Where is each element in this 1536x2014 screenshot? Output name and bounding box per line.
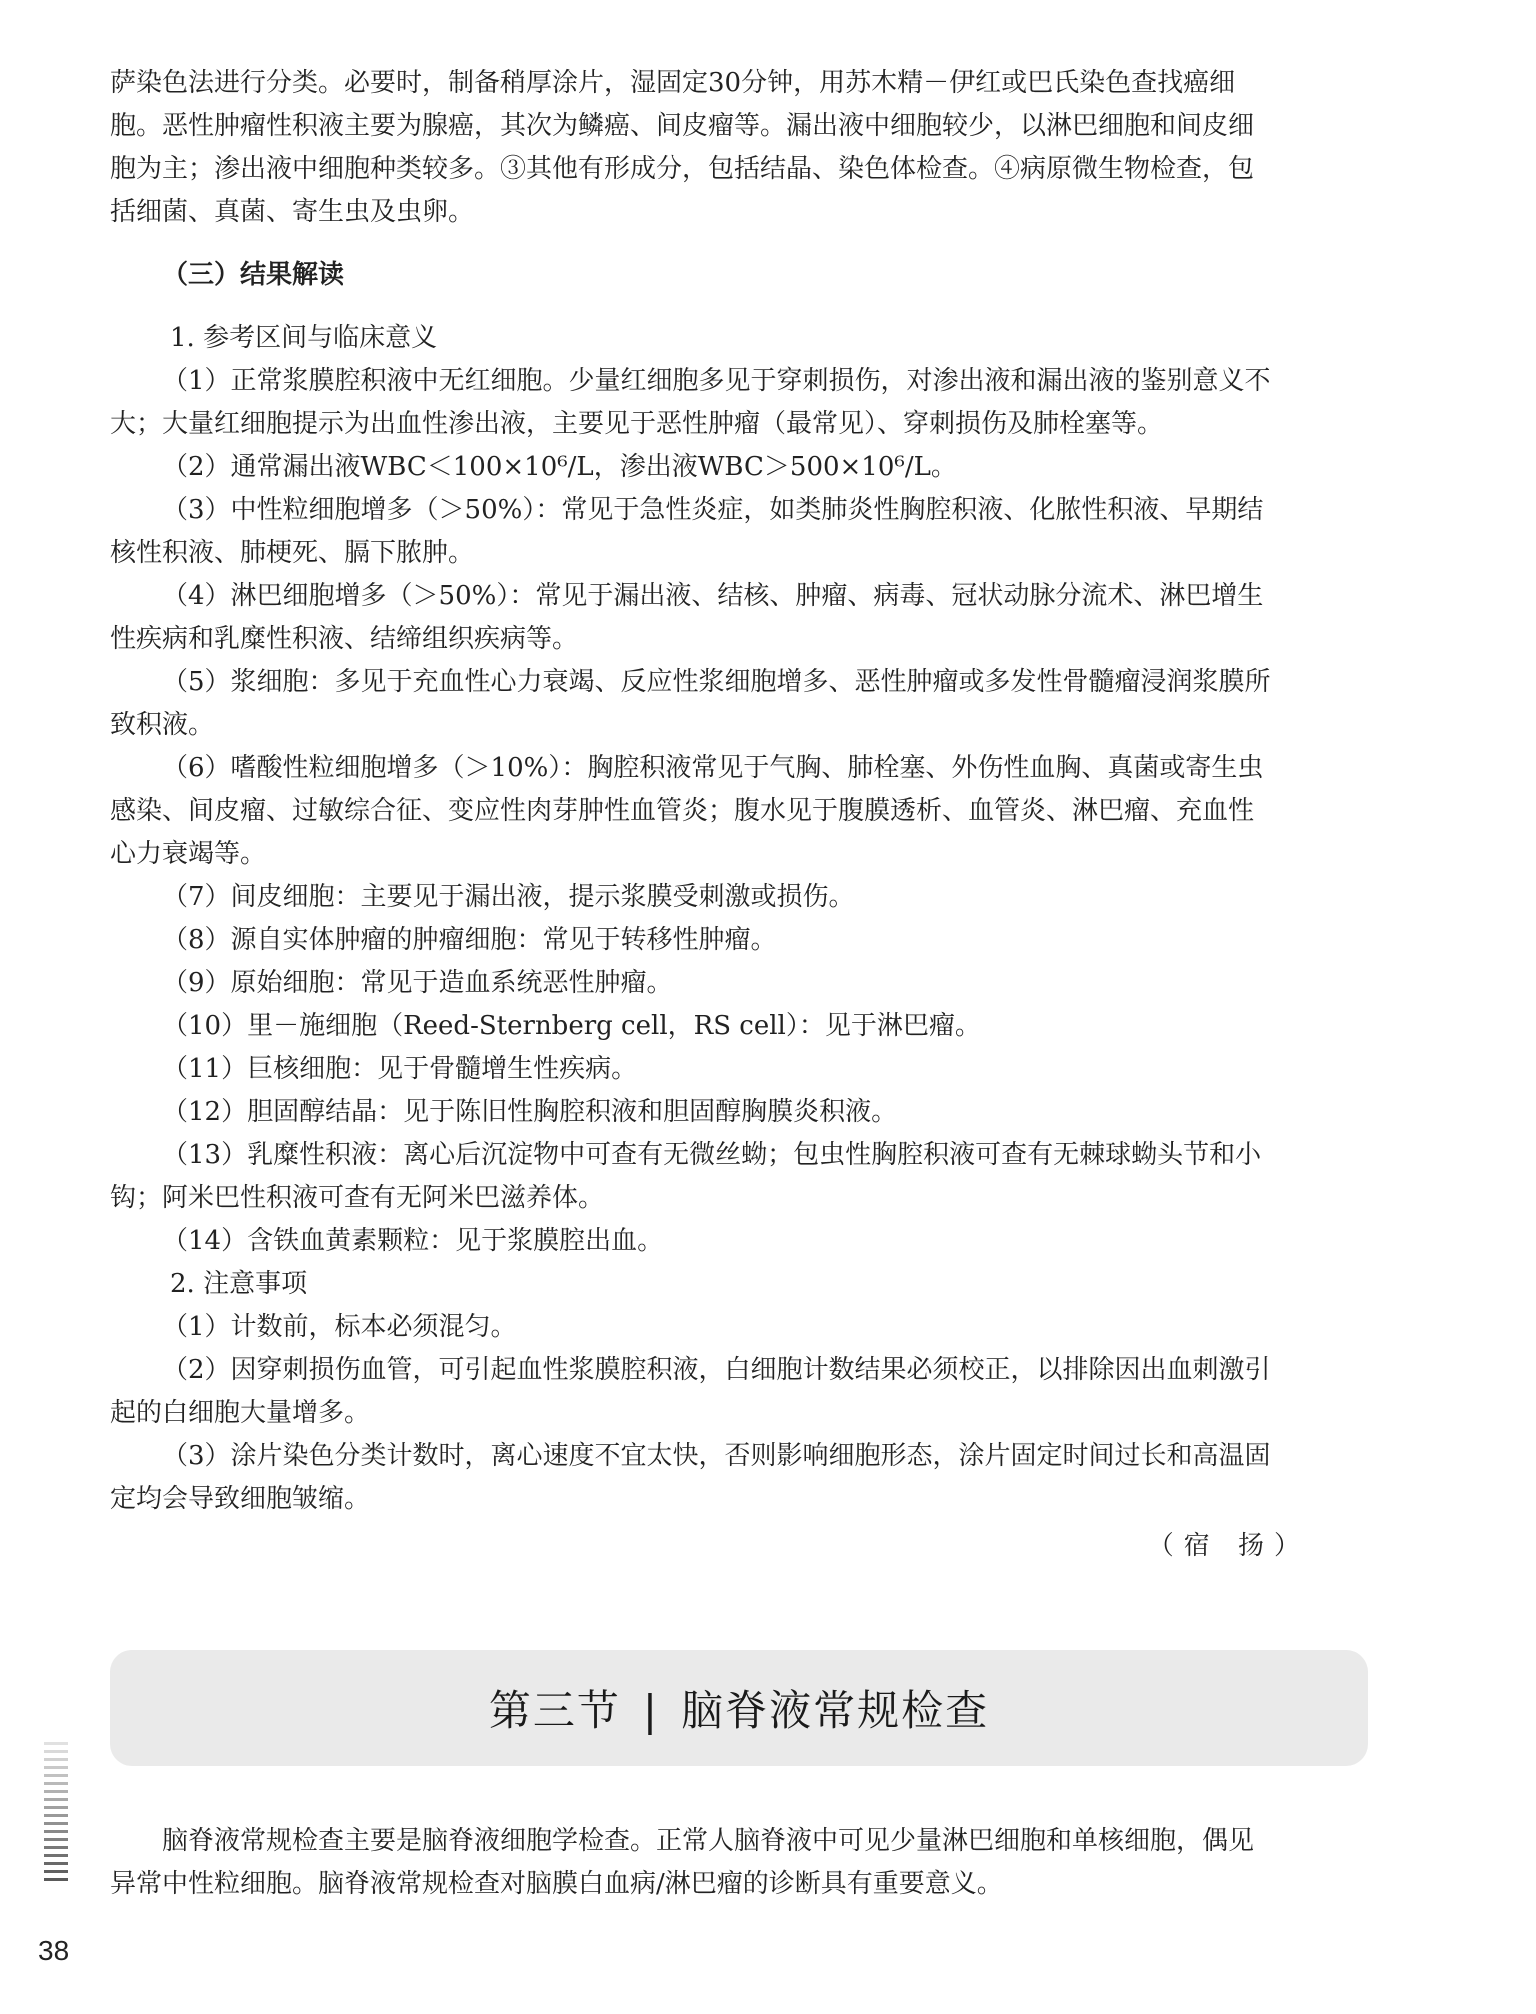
- text-line: 定均会导致细胞皱缩。: [110, 1484, 371, 1514]
- section-number: 第三节: [488, 1686, 621, 1735]
- author-credit: （宿 扬）: [1147, 1531, 1310, 1561]
- text-line: （2）因穿刺损伤血管，可引起血性浆膜腔积液，白细胞计数结果必须校正，以排除因出血刺激引: [162, 1355, 1271, 1385]
- list-item: [110, 446, 1370, 489]
- margin-bar: [44, 1870, 68, 1873]
- text-line: （2）通常漏出液WBC＜100×10⁶/L，渗出液WBC＞500×10⁶/L。: [162, 452, 957, 482]
- margin-bar: [44, 1774, 68, 1777]
- text-line: 感染、间皮瘤、过敏综合征、变应性肉芽肿性血管炎；腹水见于腹膜透析、血管炎、淋巴瘤、充血性: [110, 796, 1255, 826]
- list-item: [110, 575, 1370, 661]
- text-line: （1）正常浆膜腔积液中无红细胞。少量红细胞多见于穿刺损伤，对渗出液和漏出液的鉴别意义不: [162, 366, 1271, 396]
- section-separator: |: [642, 1686, 660, 1735]
- list-item: [110, 661, 1370, 747]
- subheading-reference: 1. 参考区间与临床意义: [170, 323, 438, 353]
- list-item: [110, 1349, 1370, 1435]
- text-line: （7）间皮细胞：主要见于漏出液，提示浆膜受刺激或损伤。: [162, 882, 855, 912]
- list-item: [110, 1306, 1370, 1349]
- text-line: （12）胆固醇结晶：见于陈旧性胸腔积液和胆固醇胸膜炎积液。: [162, 1097, 898, 1127]
- text-line: （5）浆细胞：多见于充血性心力衰竭、反应性浆细胞增多、恶性肿瘤或多发性骨髓瘤浸润浆膜所: [162, 667, 1271, 697]
- reference-items-list: [110, 360, 1370, 1263]
- margin-bar: [44, 1862, 68, 1865]
- margin-bar: [44, 1846, 68, 1849]
- text-line: （8）源自实体肿瘤的肿瘤细胞：常见于转移性肿瘤。: [162, 925, 777, 955]
- margin-bar: [44, 1814, 68, 1817]
- text-line: （3）中性粒细胞增多（＞50%）：常见于急性炎症，如类肺炎性胸腔积液、化脓性积液、早期结: [162, 495, 1264, 525]
- margin-bar: [44, 1806, 68, 1809]
- margin-bar: [44, 1798, 68, 1801]
- list-item: [110, 747, 1370, 876]
- text-line: 核性积液、肺梗死、膈下脓肿。: [110, 538, 475, 568]
- margin-decoration: [44, 1742, 68, 1886]
- text-line: 括细菌、真菌、寄生虫及虫卵。: [110, 197, 475, 227]
- text-line: （13）乳糜性积液：离心后沉淀物中可查有无微丝蚴；包虫性胸腔积液可查有无棘球蚴头节和小: [162, 1140, 1262, 1170]
- margin-bar: [44, 1822, 68, 1825]
- list-item: [110, 360, 1370, 446]
- text-line: 钩；阿米巴性积液可查有无阿米巴滋养体。: [110, 1183, 605, 1213]
- text-line: （10）里－施细胞（Reed-Sternberg cell，RS cell）：见于淋巴瘤。: [162, 1011, 981, 1041]
- text-line: 大；大量红细胞提示为出血性渗出液，主要见于恶性肿瘤（最常见）、穿刺损伤及肺栓塞等。: [110, 409, 1164, 439]
- text-line: 致积液。: [110, 710, 215, 740]
- section-title: [489, 1678, 989, 1738]
- section-title-box: [110, 1650, 1368, 1766]
- page-body: [110, 62, 1370, 1568]
- margin-bar: [44, 1878, 68, 1881]
- closing-paragraph: [110, 1820, 1370, 1906]
- margin-bar: [44, 1750, 68, 1753]
- margin-bar: [44, 1838, 68, 1841]
- text-line: （3）涂片染色分类计数时，离心速度不宜太快，否则影响细胞形态，涂片固定时间过长和高温固: [162, 1441, 1271, 1471]
- text-line: 胞为主；渗出液中细胞种类较多。③其他有形成分，包括结晶、染色体检查。④病原微生物检查，包: [110, 154, 1255, 184]
- list-item: [110, 1048, 1370, 1091]
- margin-bar: [44, 1782, 68, 1785]
- intro-paragraph: [110, 62, 1370, 234]
- list-item: [110, 876, 1370, 919]
- text-line: （1）计数前，标本必须混匀。: [162, 1312, 517, 1342]
- section-name: 脑脊液常规检查: [681, 1686, 990, 1735]
- margin-bar: [44, 1854, 68, 1857]
- margin-bar: [44, 1790, 68, 1793]
- list-item: [110, 1435, 1370, 1521]
- text-line: 起的白细胞大量增多。: [110, 1398, 371, 1428]
- list-item: [110, 1091, 1370, 1134]
- text-line: （9）原始细胞：常见于造血系统恶性肿瘤。: [162, 968, 673, 998]
- page-number: 38: [38, 1935, 70, 1966]
- text-line: 萨染色法进行分类。必要时，制备稍厚涂片，湿固定30分钟，用苏木精－伊红或巴氏染色查找癌细: [110, 68, 1236, 98]
- text-line: 脑脊液常规检查主要是脑脊液细胞学检查。正常人脑脊液中可见少量淋巴细胞和单核细胞，偶见: [162, 1826, 1255, 1856]
- list-item: [110, 919, 1370, 962]
- text-line: 心力衰竭等。: [110, 839, 267, 869]
- text-line: （6）嗜酸性粒细胞增多（＞10%）：胸腔积液常见于气胸、肺栓塞、外伤性血胸、真菌或寄生虫: [162, 753, 1264, 783]
- precautions-items-list: [110, 1306, 1370, 1521]
- list-item: [110, 962, 1370, 1005]
- text-line: （14）含铁血黄素颗粒：见于浆膜腔出血。: [162, 1226, 664, 1256]
- text-line: 性疾病和乳糜性积液、结缔组织疾病等。: [110, 624, 579, 654]
- margin-bar: [44, 1758, 68, 1761]
- text-line: 胞。恶性肿瘤性积液主要为腺癌，其次为鳞癌、间皮瘤等。漏出液中细胞较少，以淋巴细胞和间皮细: [110, 111, 1255, 141]
- section-heading: （三）结果解读: [162, 260, 345, 290]
- text-line: （4）淋巴细胞增多（＞50%）：常见于漏出液、结核、肿瘤、病毒、冠状动脉分流术、淋巴增生: [162, 581, 1264, 611]
- margin-bar: [44, 1766, 68, 1769]
- subheading-precautions: 2. 注意事项: [170, 1269, 308, 1299]
- text-line: （11）巨核细胞：见于骨髓增生性疾病。: [162, 1054, 638, 1084]
- margin-bar: [44, 1742, 68, 1745]
- text-line: 异常中性粒细胞。脑脊液常规检查对脑膜白血病/淋巴瘤的诊断具有重要意义。: [110, 1869, 1003, 1899]
- list-item: [110, 1220, 1370, 1263]
- list-item: [110, 1134, 1370, 1220]
- list-item: [110, 1005, 1370, 1048]
- list-item: [110, 489, 1370, 575]
- margin-bar: [44, 1830, 68, 1833]
